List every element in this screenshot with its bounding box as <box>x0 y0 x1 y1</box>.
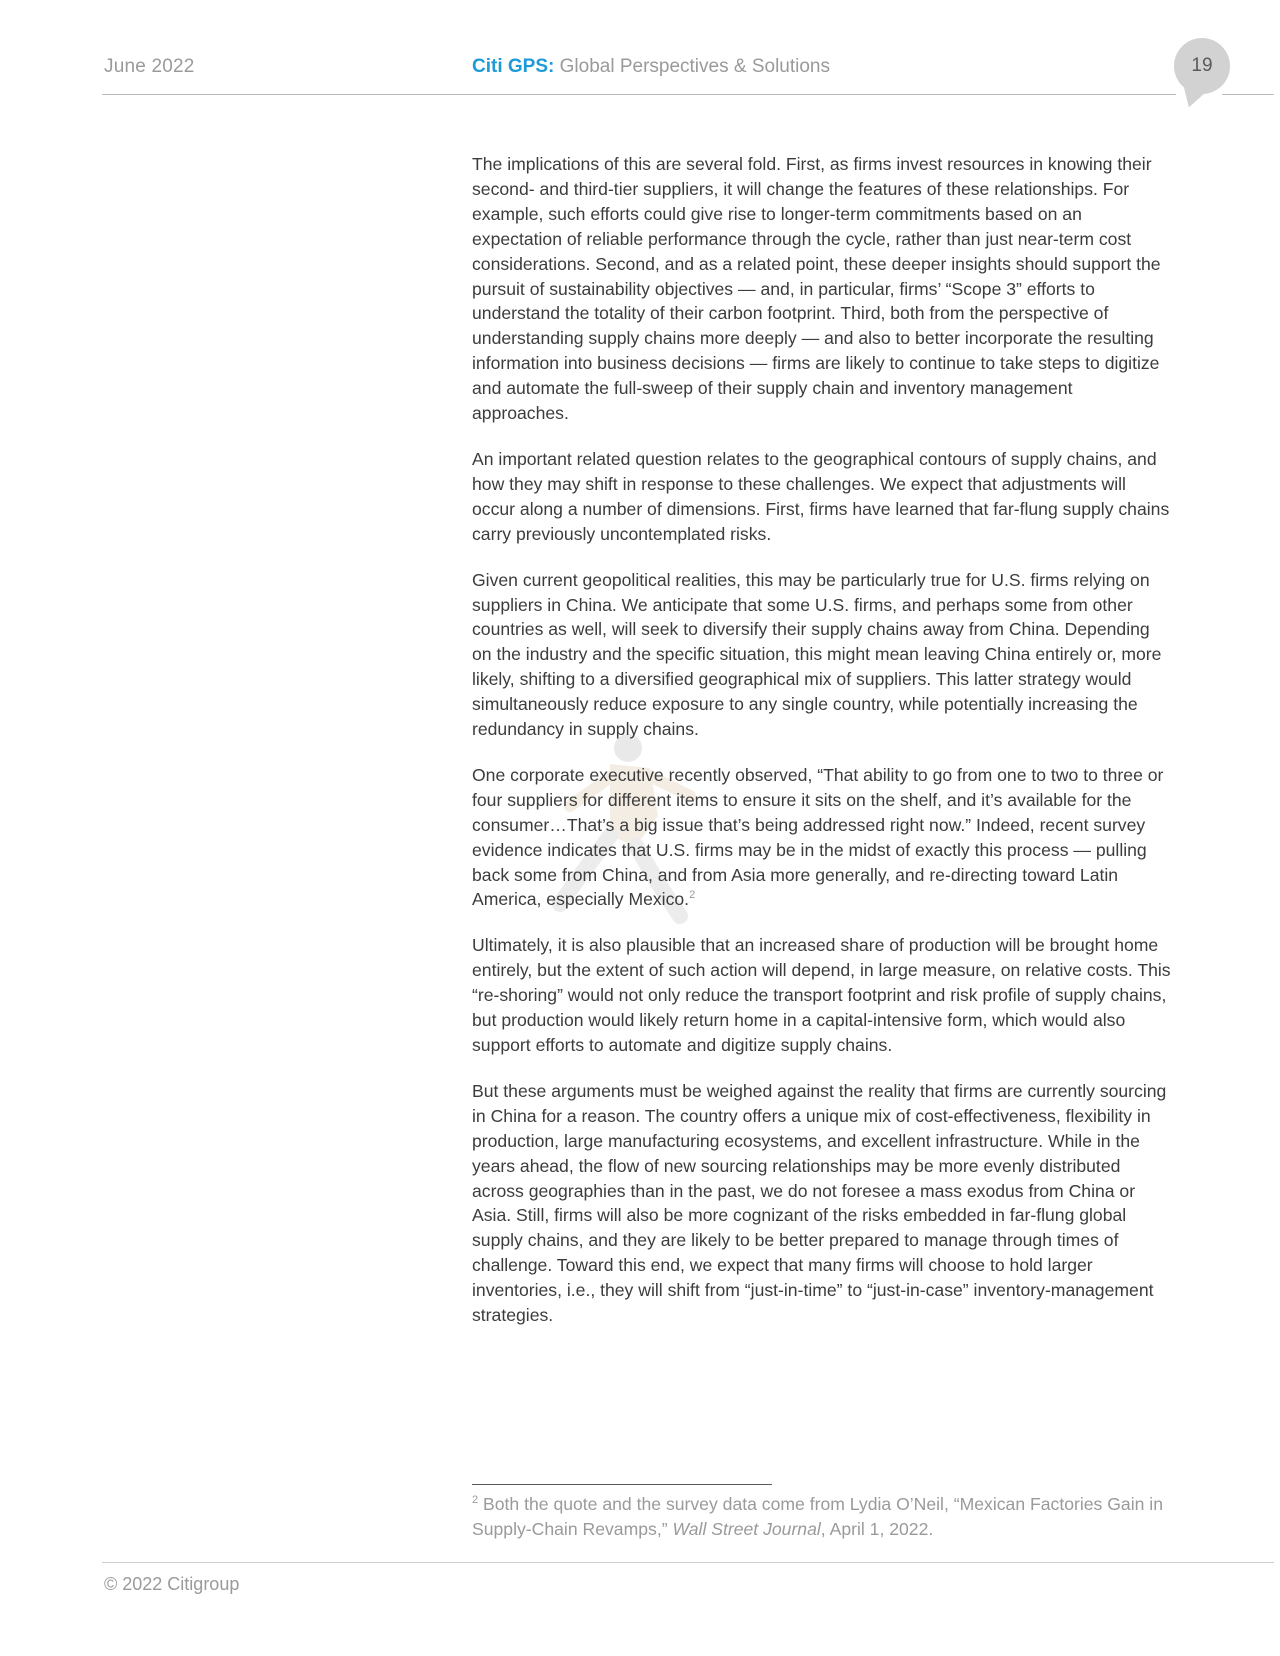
page-number-badge <box>1174 38 1230 94</box>
brand-name: Citi GPS: <box>472 56 555 77</box>
footnote-date: , April 1, 2022. <box>820 1519 934 1539</box>
header-brand <box>472 56 830 78</box>
paragraph-2: An important related question relates to the geographical contours of supply chains, and how they may shift in response to these challenges. We expect that adjustments will occur along a number of dimensions. First, firms have learned that far-flung supply chains carry previously uncontemplated risks. <box>472 448 1170 544</box>
header-rule <box>102 94 1176 95</box>
footnote-rule <box>472 1484 772 1485</box>
paragraph-4 <box>472 763 1172 912</box>
footer-copyright: © 2022 Citigroup <box>104 1574 240 1594</box>
paragraph-4-text: One corporate executive recently observed, “That ability to go from one to two to three or four suppliers for different items to ensure it sits on the shelf, and it’s available for the consumer…That’s a big issue that’s being addressed right now.” Indeed, recent survey evidence indicates that U.S. firms may be in the midst of exactly this process — pulling back some from China, and from Asia more generally, and re-directing toward Latin America, especially Mexico. <box>472 764 1164 910</box>
footnote-number: 2 <box>472 1494 479 1507</box>
paragraph-5: Ultimately, it is also plausible that an increased share of production will be brought home entirely, but the extent of such action will depend, in large measure, on relative costs. This “re-shoring” would not only reduce the transport footprint and risk profile of supply chains, but production would likely return home in a capital-intensive form, which would also support efforts to automate and digitize supply chains. <box>472 935 1171 1055</box>
brand-tagline: Global Perspectives & Solutions <box>559 56 830 77</box>
paragraph-6: But these arguments must be weighed against the reality that firms are currently sourcing in China for a reason. The country offers a unique mix of cost-effectiveness, flexibility in production, large manufacturing ecosystems, and excellent infrastructure. While in the years ahead, the flow of new sourcing relationships may be more evenly distributed across geographies than in the past, we do not foresee a mass exodus from China or Asia. Still, firms will also be more cognizant of the risks embedded in far-flung global supply chains, and they are likely to be better prepared to manage through times of challenge. Toward this end, we expect that many firms will choose to hold larger inventories, i.e., they will shift from “just-in-time” to “just-in-case” inventory-management strategies. <box>472 1080 1167 1326</box>
page-number: 19 <box>1191 55 1213 76</box>
footnote-reference[interactable]: 2 <box>689 889 696 902</box>
body-text <box>472 152 1172 1349</box>
footnote-publication: Wall Street Journal <box>672 1519 821 1539</box>
header-date: June 2022 <box>104 56 195 77</box>
header-rule-right <box>1222 94 1274 95</box>
footer-rule <box>102 1562 1274 1563</box>
paragraph-3: Given current geopolitical realities, this may be particularly true for U.S. firms relying on suppliers in China. We anticipate that some U.S. firms, and perhaps some from other countries as well, will seek to diversify their supply chains away from China. Depending on the industry and the specific situation, this might mean leaving China entirely or, more likely, shifting to a diversified geographical mix of suppliers. This latter strategy would simultaneously reduce exposure to any single country, while potentially increasing the redundancy in supply chains. <box>472 569 1162 740</box>
footnote-text: Both the quote and the survey data come from Lydia O’Neil, “Mexican Factories Gain in Supply-Chain Revamps,” <box>472 1494 1163 1539</box>
footnote <box>472 1492 1182 1542</box>
paragraph-1: The implications of this are several fold. First, as firms invest resources in knowing their second- and third-tier suppliers, it will change the features of these relationships. For example, such efforts could give rise to longer-term commitments based on an expectation of reliable performance through the cycle, rather than just near-term cost considerations. Second, and as a related point, these deeper insights should support the pursuit of sustainability objectives — and, in particular, firms’ “Scope 3” efforts to understand the totality of their carbon footprint. Third, both from the perspective of understanding supply chains more deeply — and also to better incorporate the resulting information into business decisions — firms are likely to continue to take steps to digitize and automate the full-sweep of their supply chain and inventory management approaches. <box>472 154 1161 424</box>
